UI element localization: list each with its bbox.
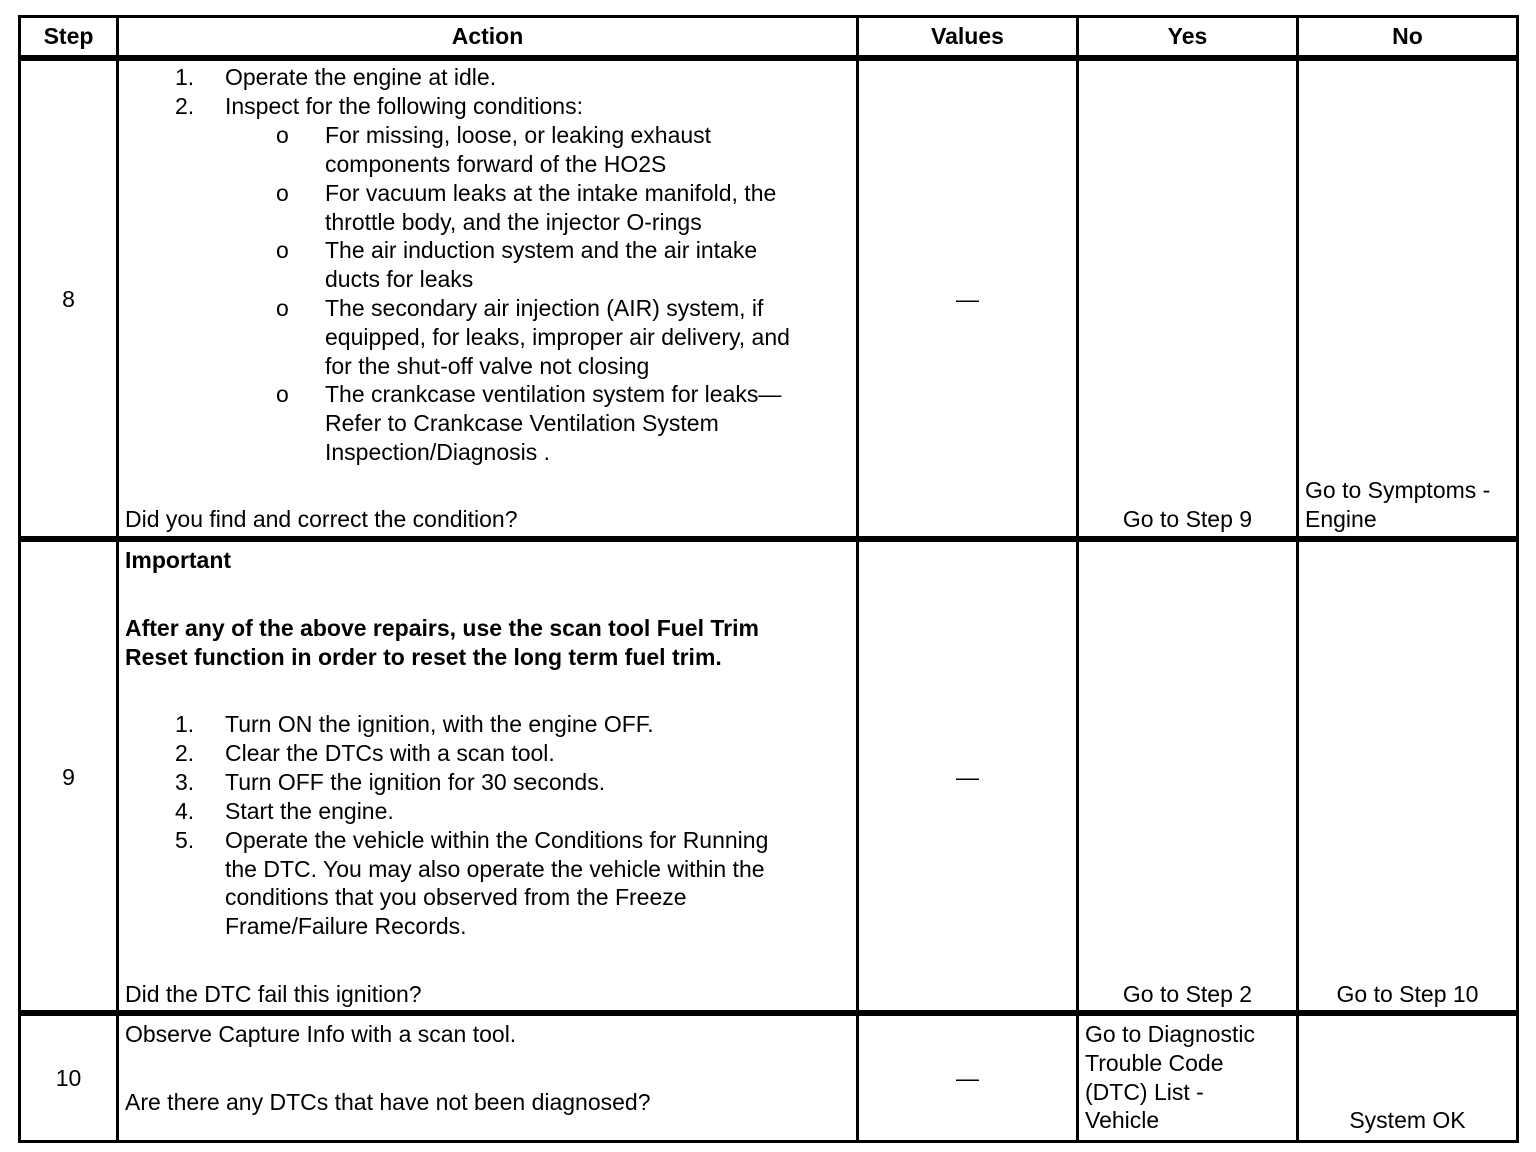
action-text: Observe Capture Info with a scan tool.: [125, 1021, 517, 1047]
bullet-text: For vacuum leaks at the intake manifold, the: [325, 180, 777, 206]
grid-line: [1516, 15, 1519, 1143]
yes-link[interactable]: Go to Diagnostic: [1085, 1021, 1256, 1047]
grid-line: [18, 1010, 1519, 1016]
item-number: 4.: [175, 798, 195, 824]
list-item: [175, 797, 394, 826]
bullet-text: equipped, for leaks, improper air delivery, and: [325, 324, 790, 350]
list-item: [175, 92, 583, 121]
values-cell: —: [956, 764, 979, 790]
step-number: 9: [62, 764, 75, 790]
yes-link[interactable]: Trouble Code: [1085, 1050, 1224, 1076]
yes-link[interactable]: (DTC) List -: [1085, 1079, 1204, 1105]
note-text: After any of the above repairs, use the scan tool Fuel Trim: [125, 615, 759, 641]
bullet-mark: o: [276, 295, 289, 321]
question: Are there any DTCs that have not been diagnosed?: [125, 1089, 651, 1115]
item-number: 2.: [175, 740, 195, 766]
item-number: 2.: [175, 93, 195, 119]
grid-line: [18, 1140, 1519, 1143]
item-text: Inspect for the following conditions:: [225, 93, 583, 119]
item-text: the DTC. You may also operate the vehicle within the: [225, 856, 765, 882]
item-text: conditions that you observed from the Freeze: [225, 884, 687, 910]
list-item: [175, 826, 768, 855]
bullet-text: The crankcase ventilation system for leaks—: [325, 381, 782, 407]
bullet-text: for the shut-off valve not closing: [325, 353, 650, 379]
header-action: Action: [451, 23, 524, 49]
item-number: 1.: [175, 711, 195, 737]
header-step: Step: [43, 23, 94, 49]
item-text: Clear the DTCs with a scan tool.: [225, 740, 555, 766]
item-text: Turn ON the ignition, with the engine OFF.: [225, 711, 654, 737]
no-link[interactable]: Go to Step 10: [1336, 981, 1479, 1007]
item-text: Operate the engine at idle.: [225, 64, 497, 90]
yes-link[interactable]: Go to Step 9: [1122, 506, 1253, 532]
question: Did you find and correct the condition?: [125, 506, 518, 532]
bullet-mark: o: [276, 180, 289, 206]
bullet-text: Refer to Crankcase Ventilation System: [325, 410, 719, 436]
header-yes: Yes: [1167, 23, 1208, 49]
grid-line: [18, 15, 1519, 18]
item-text: Turn OFF the ignition for 30 seconds.: [225, 769, 606, 795]
item-number: 3.: [175, 769, 195, 795]
grid-line: [856, 15, 859, 1143]
grid-line: [18, 15, 21, 1143]
bullet-text: The air induction system and the air intake: [325, 237, 758, 263]
bullet-text: ducts for leaks: [325, 266, 474, 292]
grid-line: [18, 55, 1519, 61]
note-text: Reset function in order to reset the long term fuel trim.: [125, 644, 722, 670]
list-item: [175, 739, 555, 768]
bullet-text: Inspection/Diagnosis .: [325, 439, 551, 465]
question: Did the DTC fail this ignition?: [125, 981, 422, 1007]
step-number: 8: [62, 286, 75, 312]
bullet-mark: o: [276, 122, 289, 148]
bullet-text: components forward of the HO2S: [325, 151, 667, 177]
grid-line: [1076, 15, 1079, 1143]
step-number: 10: [55, 1065, 82, 1091]
item-number: 5.: [175, 827, 195, 853]
yes-link[interactable]: Vehicle: [1085, 1107, 1160, 1133]
bullet-text: The secondary air injection (AIR) system, if: [325, 295, 764, 321]
item-text: Operate the vehicle within the Conditions for Running: [225, 827, 769, 853]
item-number: 1.: [175, 64, 195, 90]
list-item: [175, 63, 496, 92]
values-cell: —: [956, 1065, 979, 1091]
bullet-mark: o: [276, 237, 289, 263]
bullet-mark: o: [276, 381, 289, 407]
grid-line: [1296, 15, 1299, 1143]
item-text: Start the engine.: [225, 798, 394, 824]
no-result: System OK: [1349, 1107, 1466, 1133]
header-values: Values: [931, 23, 1004, 49]
values-cell: —: [956, 286, 979, 312]
grid-line: [116, 15, 119, 1143]
important-label: Important: [125, 547, 232, 573]
no-link[interactable]: Engine: [1305, 506, 1377, 532]
no-link[interactable]: Go to Symptoms -: [1305, 477, 1491, 503]
yes-link[interactable]: Go to Step 2: [1122, 981, 1253, 1007]
grid-line: [18, 536, 1519, 542]
bullet-text: For missing, loose, or leaking exhaust: [325, 122, 712, 148]
list-item: [175, 768, 605, 797]
bullet-text: throttle body, and the injector O-rings: [325, 209, 702, 235]
header-no: No: [1392, 23, 1423, 49]
list-item: [175, 710, 654, 739]
item-text: Frame/Failure Records.: [225, 913, 467, 939]
